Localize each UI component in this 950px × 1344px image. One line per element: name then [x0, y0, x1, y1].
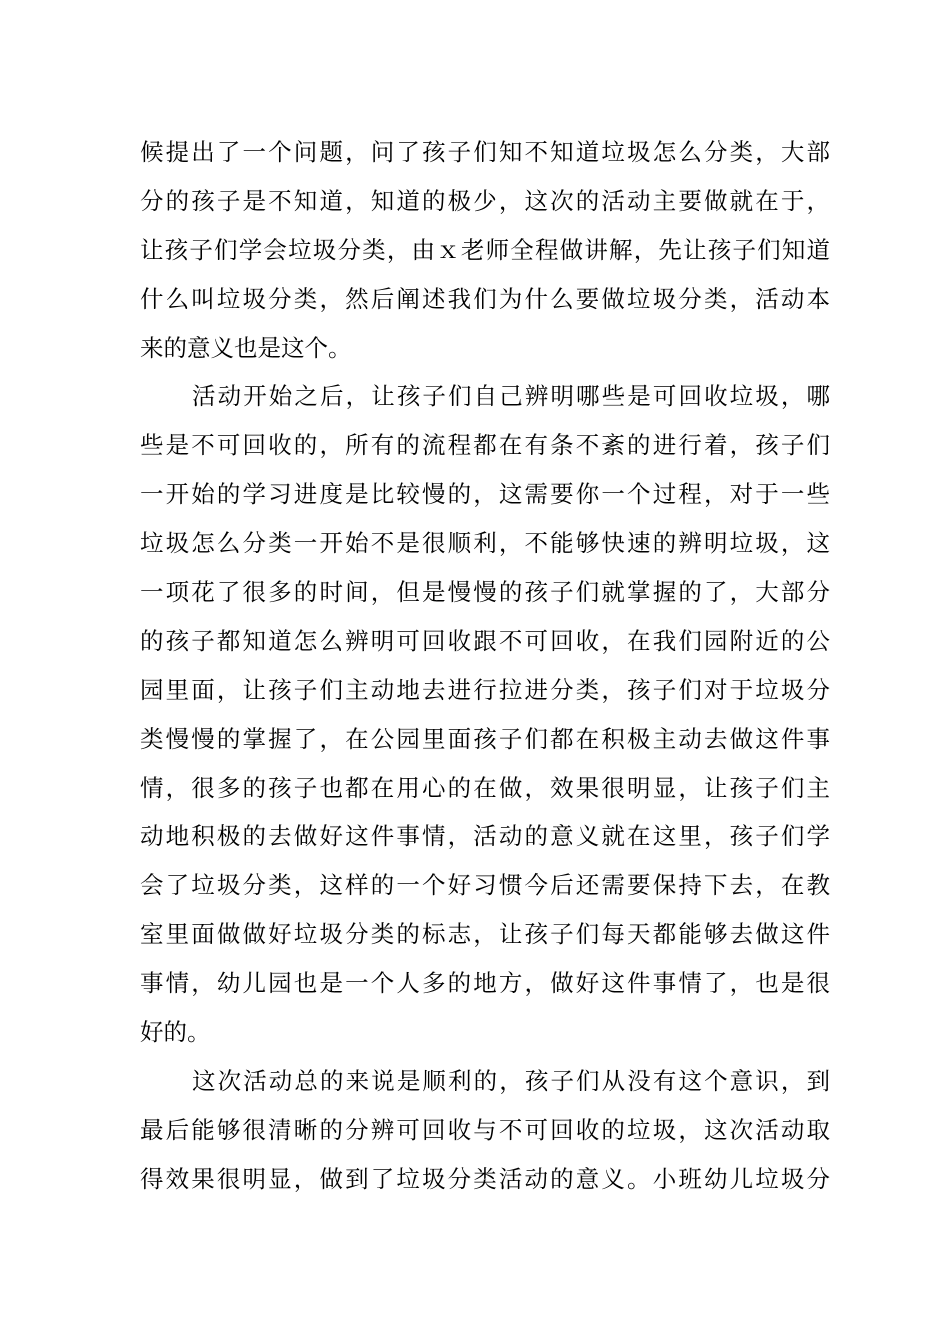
text-line: 最后能够很清晰的分辨可回收与不可回收的垃圾，这次活动取 — [140, 1115, 830, 1144]
body-text — [140, 128, 830, 1204]
text-line: 垃圾怎么分类一开始不是很顺利，不能够快速的辨明垃圾，这 — [140, 529, 830, 558]
text-line: 得效果很明显，做到了垃圾分类活动的意义。小班幼儿垃圾分 — [140, 1164, 830, 1193]
text-line: 会了垃圾分类，这样的一个好习惯今后还需要保持下去，在教 — [140, 871, 830, 900]
text-line: 什么叫垃圾分类，然后阐述我们为什么要做垃圾分类，活动本 — [140, 284, 830, 313]
text-line: 活动开始之后，让孩子们自己辨明哪些是可回收垃圾，哪 — [192, 382, 830, 411]
text-line: 让孩子们学会垃圾分类，由ｘ老师全程做讲解，先让孩子们知道 — [140, 235, 830, 264]
text-line: 分的孩子是不知道，知道的极少，这次的活动主要做就在于， — [140, 186, 830, 215]
text-line: 动地积极的去做好这件事情，活动的意义就在这里，孩子们学 — [140, 822, 830, 851]
text-line: 园里面，让孩子们主动地去进行拉进分类，孩子们对于垃圾分 — [140, 675, 830, 704]
text-line: 这次活动总的来说是顺利的，孩子们从没有这个意识，到 — [192, 1066, 830, 1095]
text-line: 事情，幼儿园也是一个人多的地方，做好这件事情了，也是很 — [140, 969, 830, 998]
text-line: 的孩子都知道怎么辨明可回收跟不可回收，在我们园附近的公 — [140, 626, 830, 655]
text-line: 来的意义也是这个。 — [140, 333, 352, 362]
text-line: 室里面做做好垃圾分类的标志，让孩子们每天都能够去做这件 — [140, 920, 830, 949]
text-line: 类慢慢的掌握了，在公园里面孩子们都在积极主动去做这件事 — [140, 724, 830, 753]
text-line: 些是不可回收的，所有的流程都在有条不紊的进行着，孩子们 — [140, 431, 830, 460]
text-line: 候提出了一个问题，问了孩子们知不知道垃圾怎么分类，大部 — [140, 138, 830, 166]
text-line: 一开始的学习进度是比较慢的，这需要你一个过程，对于一些 — [140, 480, 830, 509]
text-line: 情，很多的孩子也都在用心的在做，效果很明显，让孩子们主 — [140, 773, 830, 802]
text-line: 一项花了很多的时间，但是慢慢的孩子们就掌握的了，大部分 — [140, 578, 830, 607]
text-line: 好的。 — [140, 1018, 211, 1047]
